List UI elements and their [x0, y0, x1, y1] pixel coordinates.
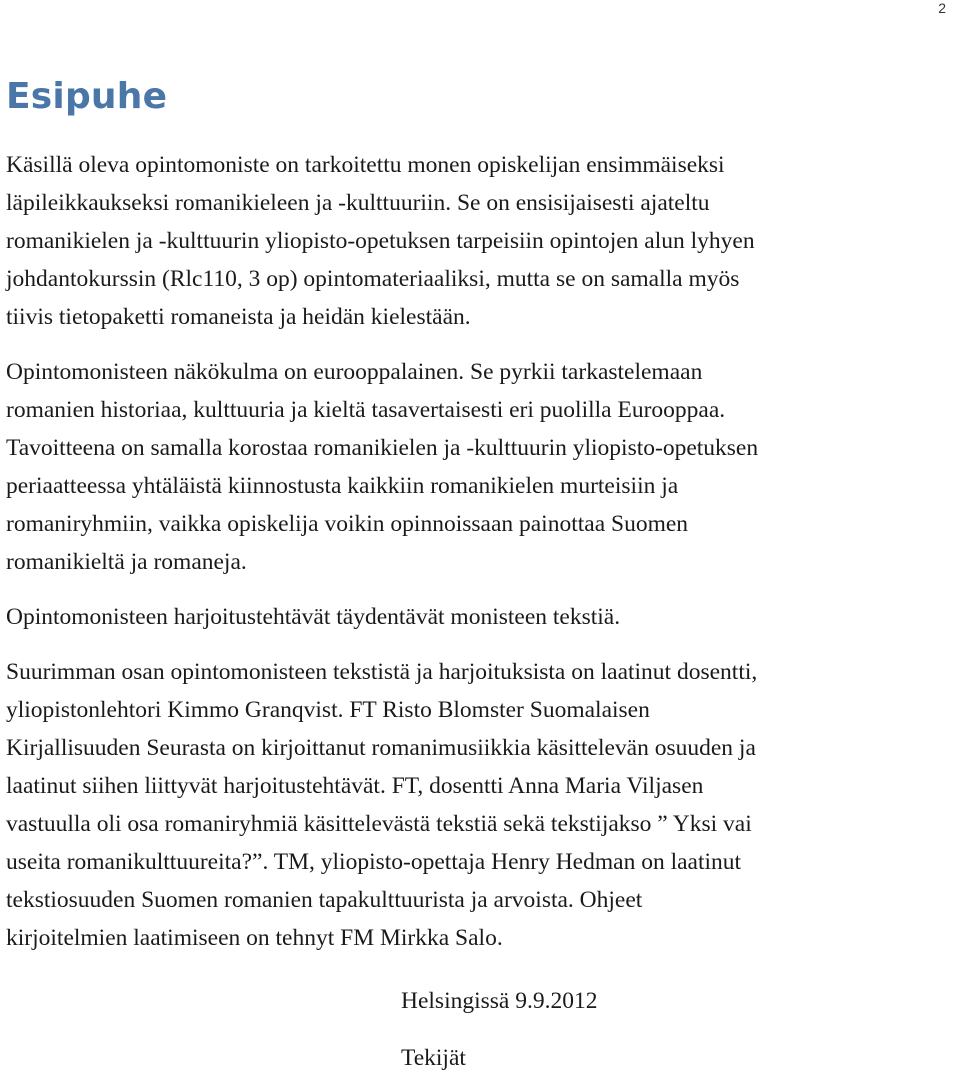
page-number: 2	[938, 0, 946, 16]
text-line: Kirjallisuuden Seurasta on kirjoittanut romanimusiikkia käsittelevän osuuden ja	[6, 735, 756, 761]
text-line: tekstiosuuden Suomen romanien tapakulttuurista ja arvoista. Ohjeet	[6, 887, 643, 913]
page-title: Esipuhe	[6, 76, 168, 117]
paragraph-perspective	[6, 353, 946, 581]
text-line: romanikielen ja -kulttuurin yliopisto-opetuksen tarpeisiin opintojen alun lyhyen	[6, 228, 755, 254]
text-line: romanikieltä ja romaneja.	[6, 549, 247, 575]
signature-place-date: Helsingissä 9.9.2012	[401, 988, 598, 1014]
paragraph-authors	[6, 653, 946, 957]
signature-authors: Tekijät	[401, 1045, 466, 1071]
text-line: Opintomonisteen näkökulma on eurooppalainen. Se pyrkii tarkastelemaan	[6, 359, 703, 385]
text-line: vastuulla oli osa romaniryhmiä käsittelevästä tekstiä sekä tekstijakso ” Yksi vai	[6, 811, 752, 837]
text-line: Käsillä oleva opintomoniste on tarkoitettu monen opiskelijan ensimmäiseksi	[6, 152, 725, 178]
text-line: laatinut siihen liittyvät harjoitustehtävät. FT, dosentti Anna Maria Viljasen	[6, 773, 704, 799]
text-line: periaatteessa yhtäläistä kiinnostusta kaikkiin romanikielen murteisiin ja	[6, 473, 679, 499]
text-line: johdantokurssin (Rlc110, 3 op) opintomateriaaliksi, mutta se on samalla myös	[6, 266, 740, 292]
paragraph-exercises	[6, 598, 946, 636]
text-line: Opintomonisteen harjoitustehtävät täydentävät monisteen tekstiä.	[6, 604, 621, 630]
text-line: useita romanikulttuureita?”. TM, yliopisto-opettaja Henry Hedman on laatinut	[6, 849, 742, 875]
paragraph-intro	[6, 146, 946, 336]
text-line: Tavoitteena on samalla korostaa romanikielen ja -kulttuurin yliopisto-opetuksen	[6, 435, 759, 461]
body-text	[6, 146, 946, 974]
text-line: läpileikkaukseksi romanikieleen ja -kulttuuriin. Se on ensisijaisesti ajateltu	[6, 190, 710, 216]
text-line: romanien historiaa, kulttuuria ja kieltä tasavertaisesti eri puolilla Eurooppaa.	[6, 397, 726, 423]
text-line: Suurimman osan opintomonisteen tekstistä ja harjoituksista on laatinut dosentti,	[6, 659, 758, 685]
text-line: yliopistonlehtori Kimmo Granqvist. FT Risto Blomster Suomalaisen	[6, 697, 650, 723]
text-line: romaniryhmiin, vaikka opiskelija voikin opinnoissaan painottaa Suomen	[6, 511, 689, 537]
text-line: tiivis tietopaketti romaneista ja heidän kielestään.	[6, 304, 471, 330]
text-line: kirjoitelmien laatimiseen on tehnyt FM Mirkka Salo.	[6, 925, 503, 951]
